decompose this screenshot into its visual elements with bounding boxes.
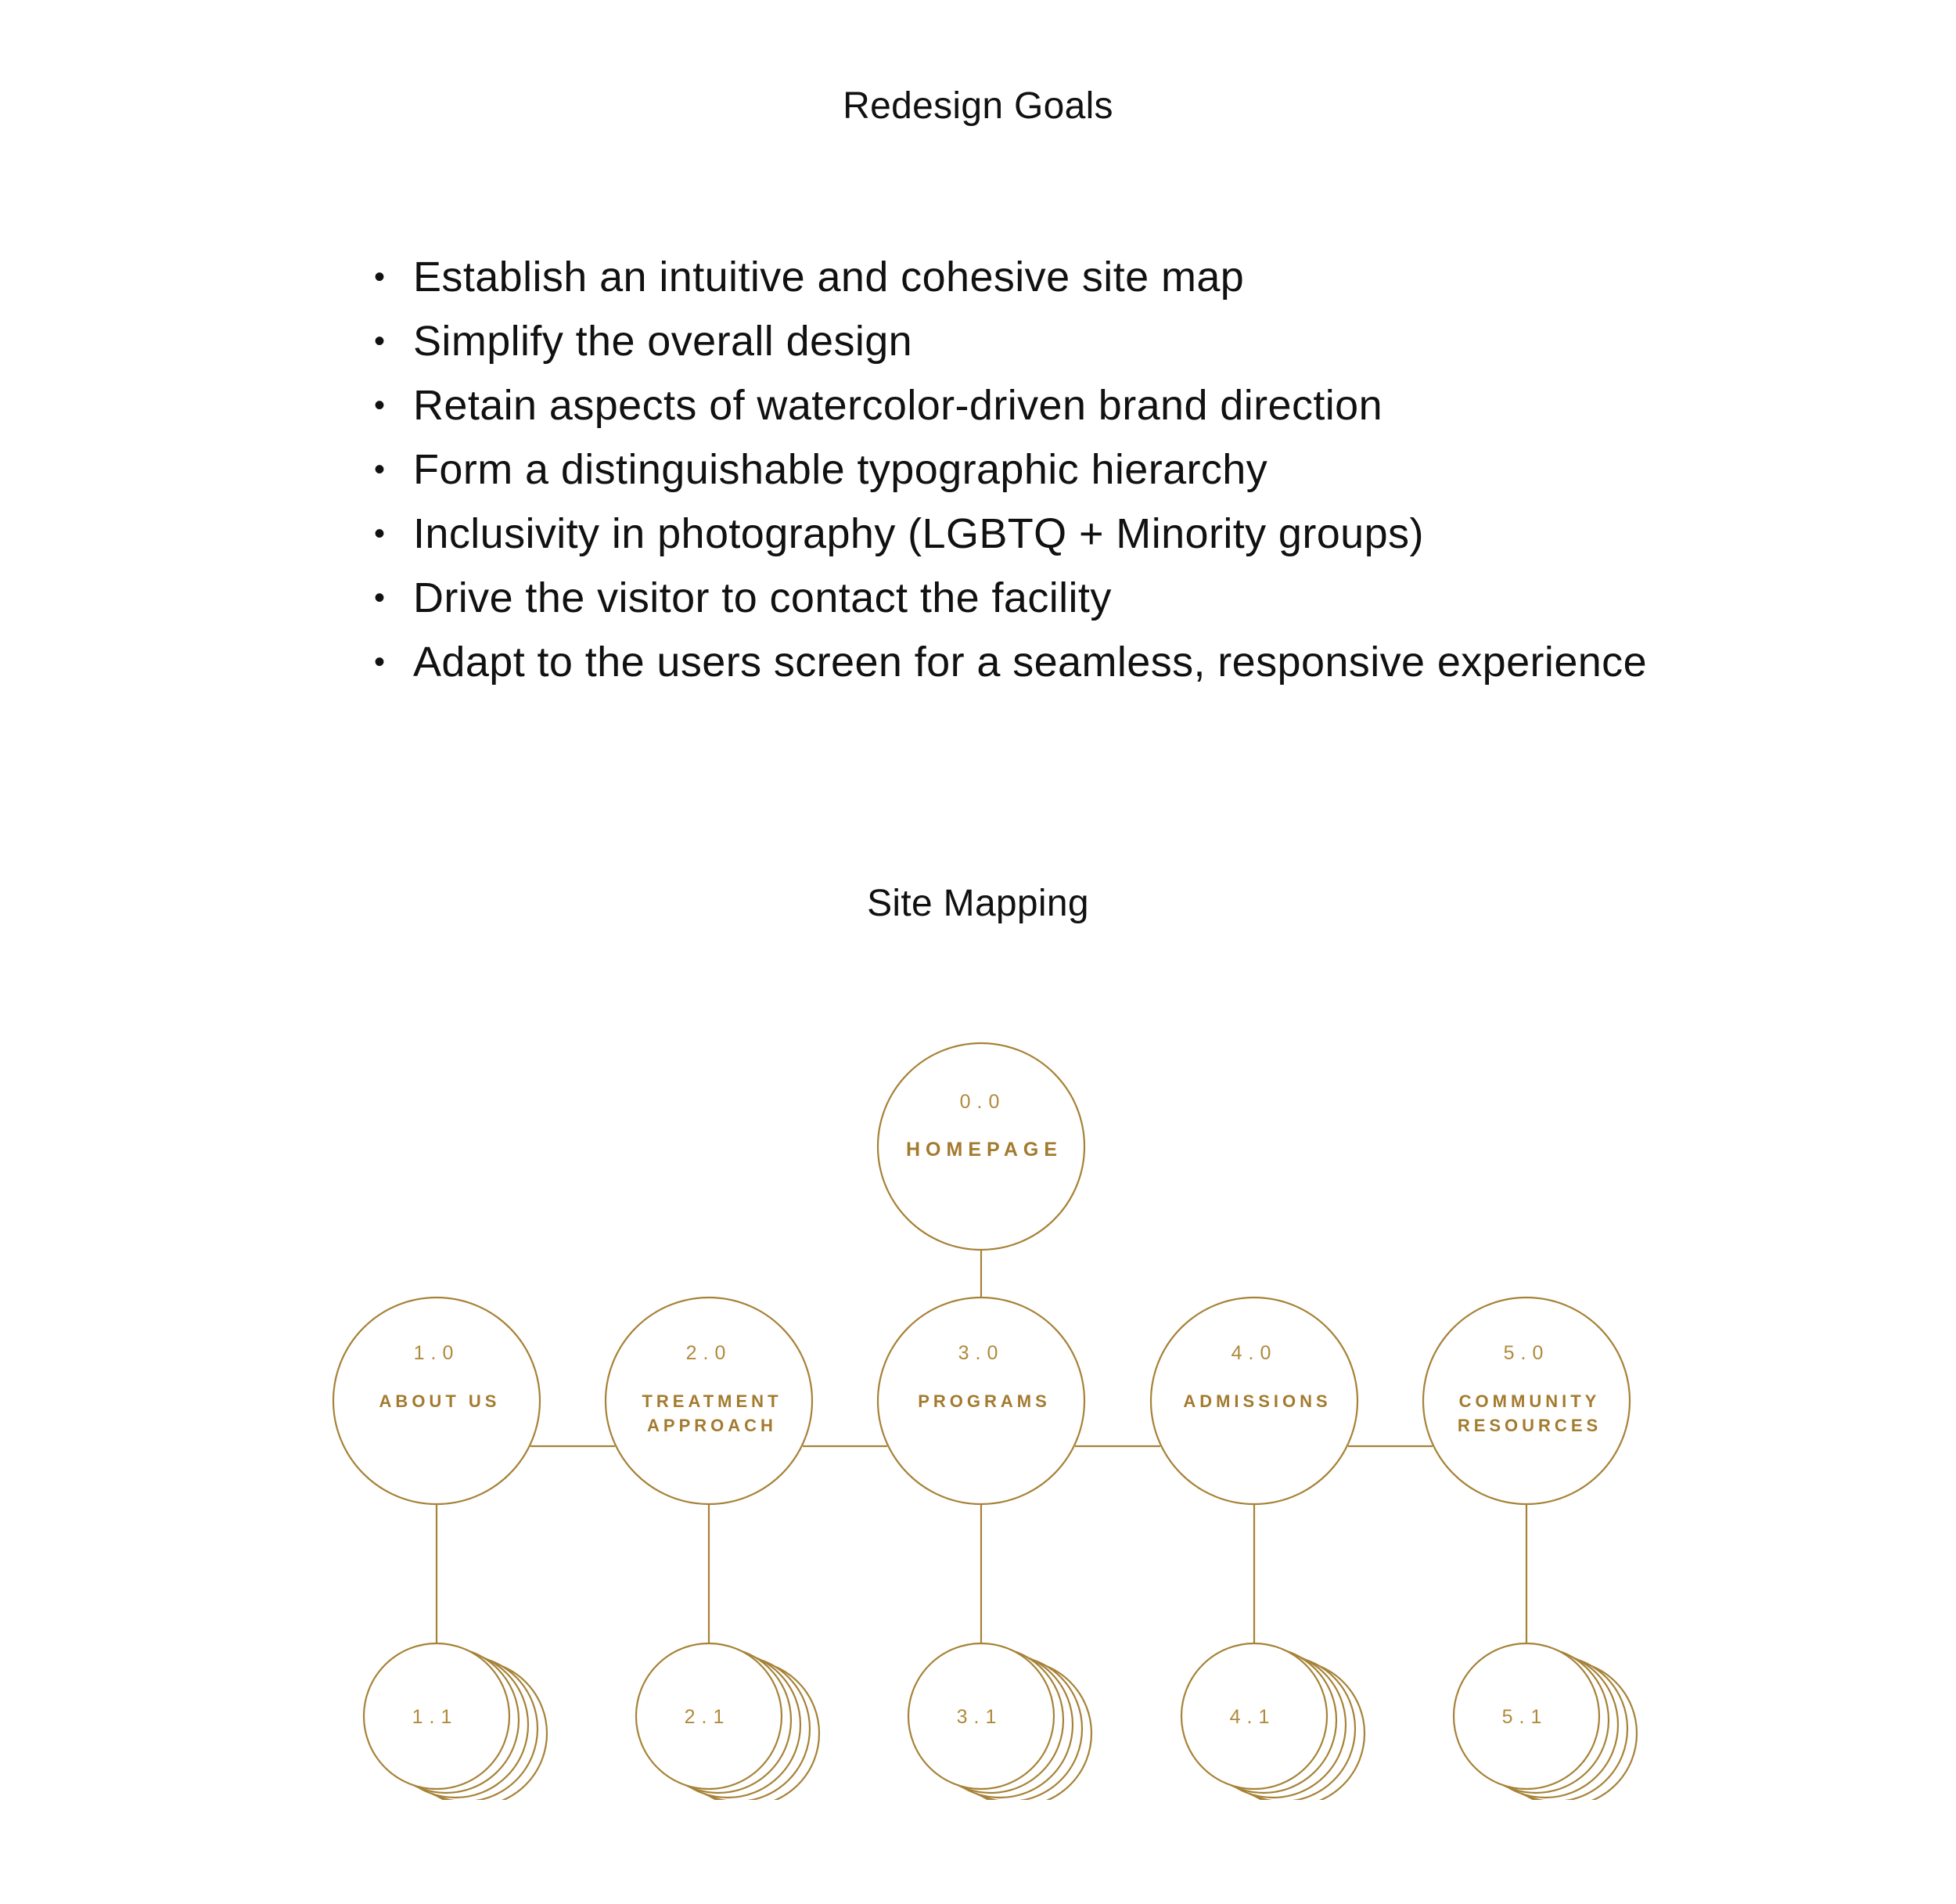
node-label: ABOUT US [379,1391,501,1411]
goal-item [368,373,1647,437]
node-label: COMMUNITY [1458,1391,1601,1411]
bullet-icon: • [374,581,386,615]
node-label: TREATMENT [642,1391,782,1411]
bullet-icon: • [374,388,386,423]
node-number: 3.1 [956,1706,1003,1728]
goal-text: Establish an intuitive and cohesive site map [413,254,1245,301]
node-number: 4.0 [1231,1342,1278,1364]
site-map-diagram [0,1017,1956,1800]
node-number: 1.1 [412,1706,458,1728]
bullet-icon: • [374,516,386,551]
node-label: HOMEPAGE [906,1139,1062,1161]
goal-item [368,309,1647,373]
node-label: RESOURCES [1457,1416,1602,1435]
node-label: PROGRAMS [918,1391,1051,1411]
bullet-icon: • [374,260,386,294]
goal-item [368,502,1647,566]
goal-text: Adapt to the users screen for a seamless, responsive experience [413,639,1648,686]
node-label: APPROACH [647,1416,777,1435]
bullet-icon: • [374,645,386,679]
site-mapping-title: Site Mapping [867,883,1089,924]
node-number: 5.1 [1501,1706,1548,1728]
node-number: 4.1 [1229,1706,1276,1728]
goal-text: Inclusivity in photography (LGBTQ + Minority groups) [413,510,1424,557]
node-number: 0.0 [959,1091,1006,1113]
node-number: 5.0 [1503,1342,1550,1364]
goal-text: Form a distinguishable typographic hierarchy [413,446,1268,493]
node-number: 2.1 [684,1706,731,1728]
node-number: 1.0 [413,1342,460,1364]
redesign-goals-title: Redesign Goals [843,85,1113,127]
goal-item [368,437,1647,502]
goal-text: Simplify the overall design [413,318,913,365]
bullet-icon: • [374,324,386,358]
redesign-goals-list [368,245,1647,694]
bullet-icon: • [374,452,386,487]
goal-item [368,566,1647,630]
node-label: ADMISSIONS [1183,1391,1332,1411]
node-number: 3.0 [958,1342,1005,1364]
goal-text: Retain aspects of watercolor-driven brand direction [413,382,1383,429]
goal-item [368,630,1647,694]
node-number: 2.0 [685,1342,732,1364]
goal-text: Drive the visitor to contact the facility [413,574,1112,621]
goal-item [368,245,1647,309]
